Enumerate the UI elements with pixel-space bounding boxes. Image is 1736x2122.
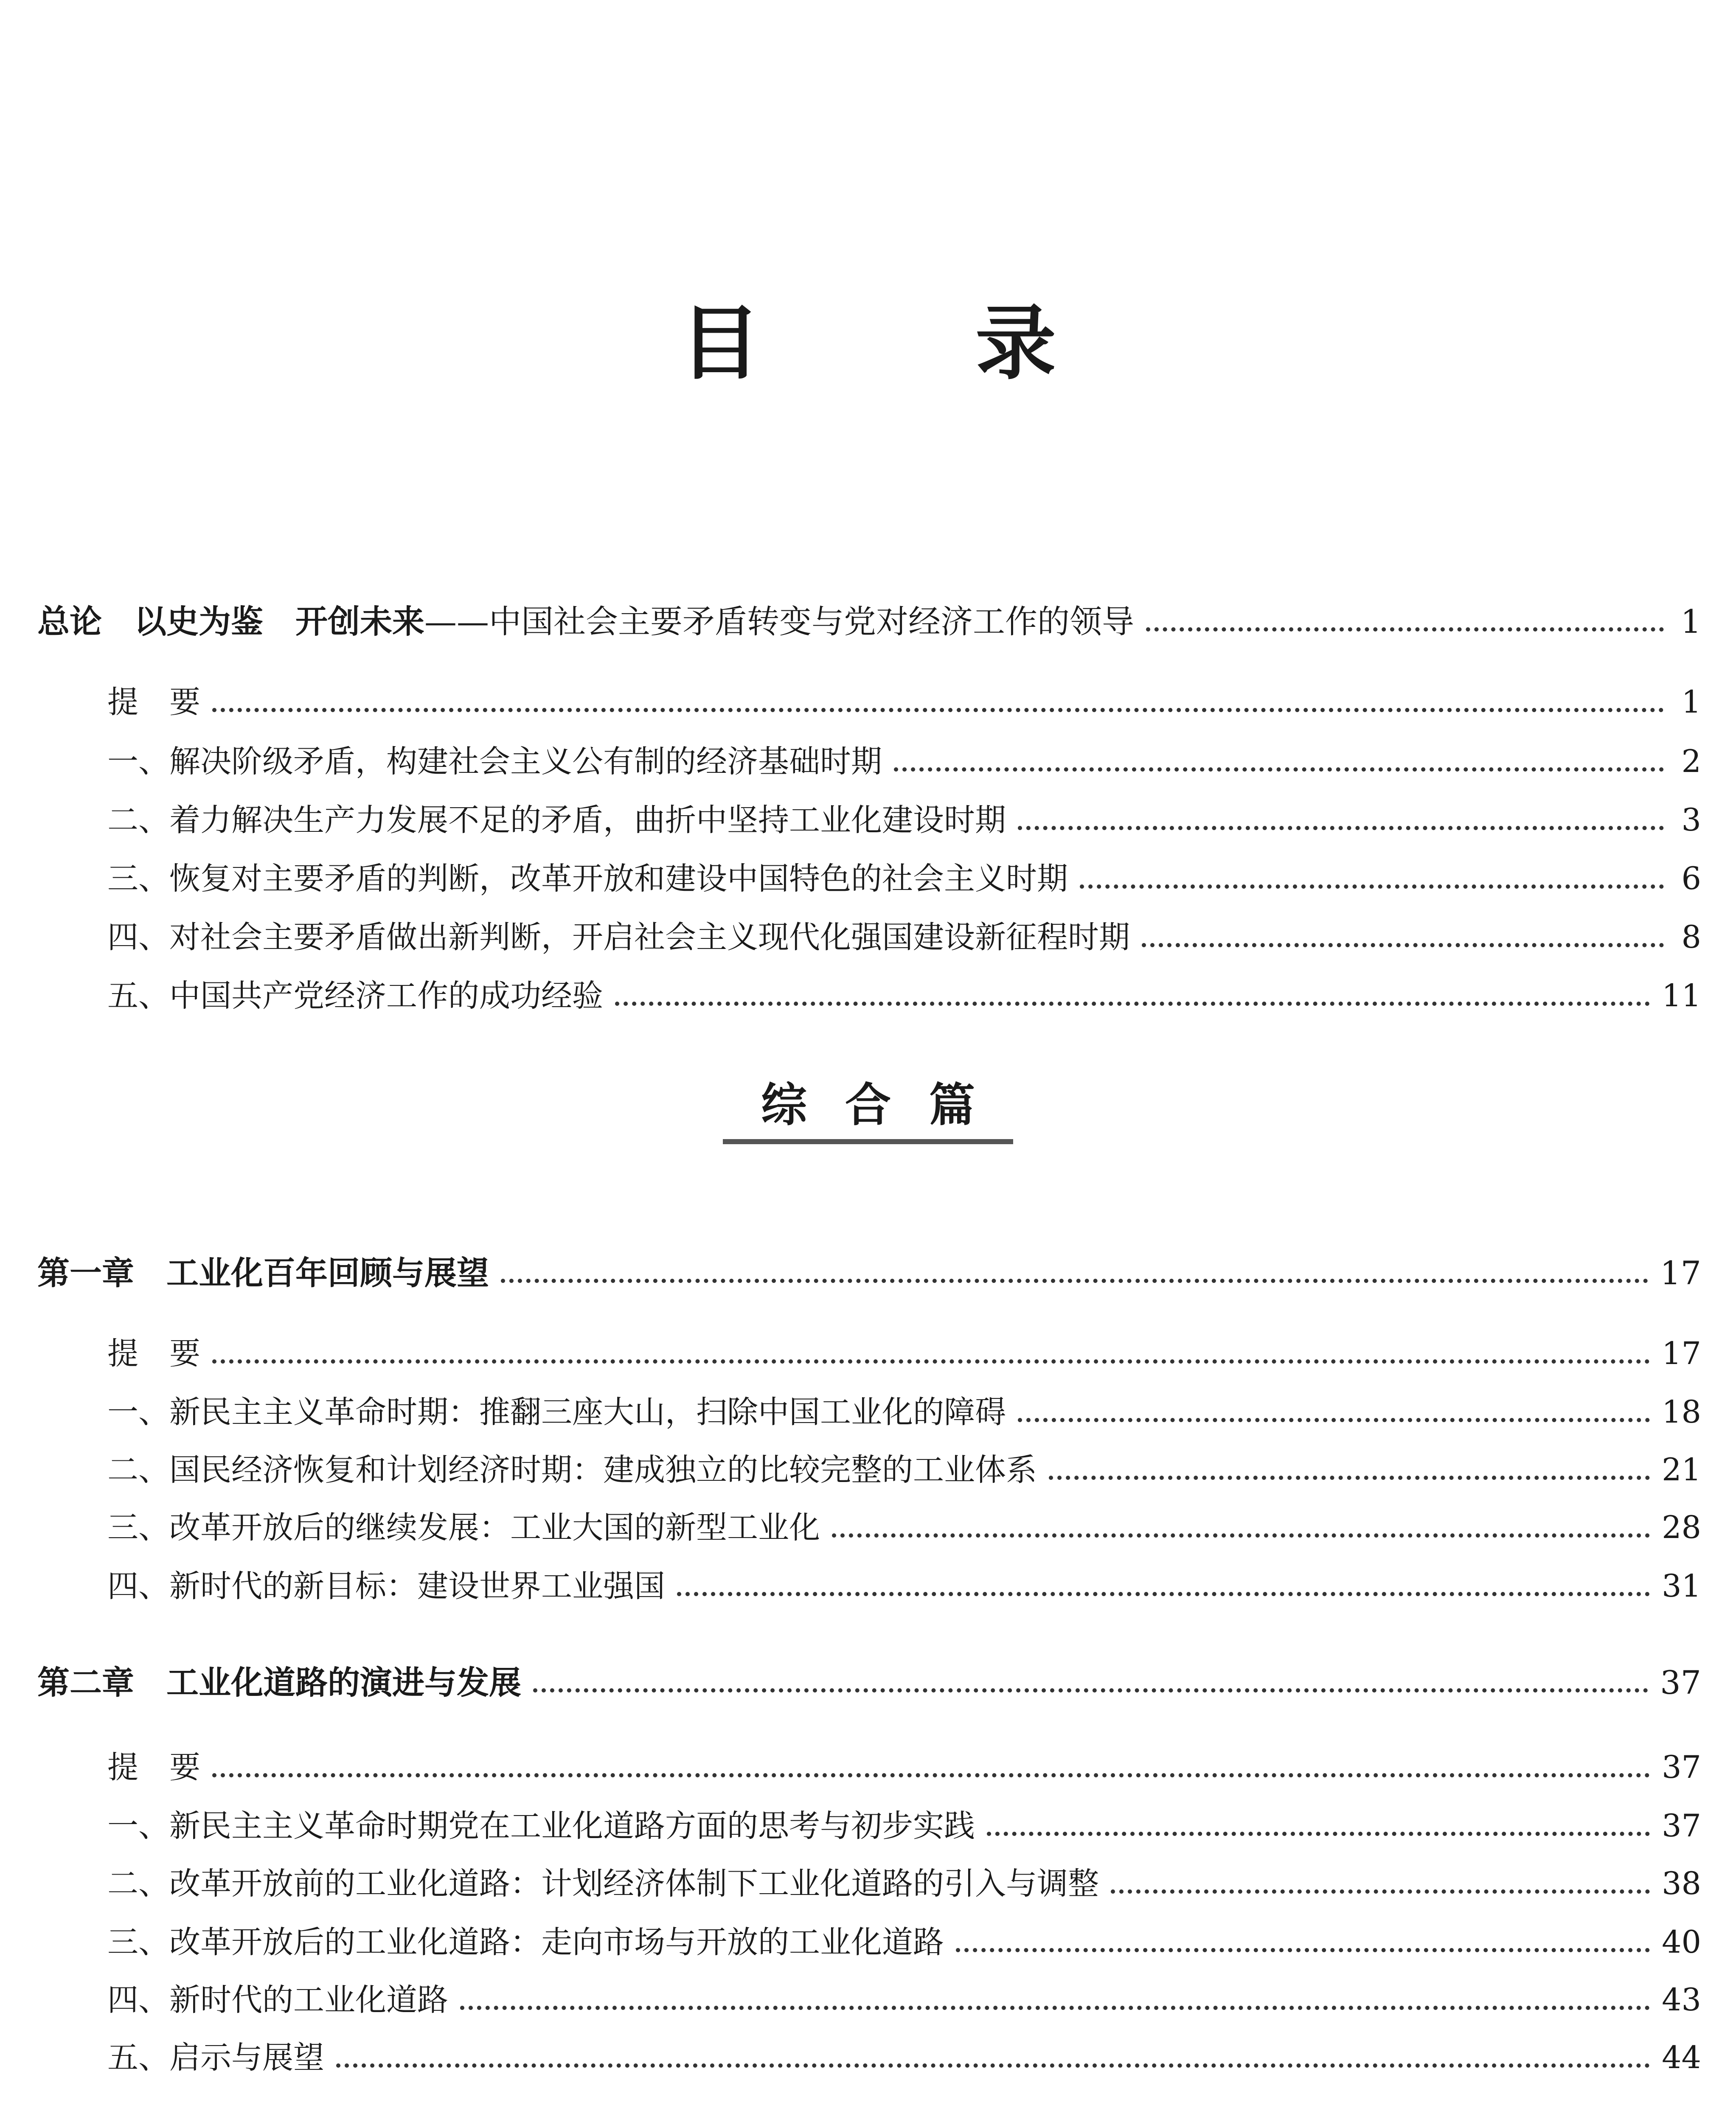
toc-entry[interactable] (37, 1443, 1701, 1489)
entry-label: 三、恢复对主要矛盾的判断，改革开放和建设中国特色的社会主义时期 (107, 861, 1068, 897)
entry-label: 二、改革开放前的工业化道路：计划经济体制下工业化道路的引入与调整 (107, 1866, 1099, 1902)
dot-leader (1018, 1418, 1650, 1422)
toc-entry[interactable] (37, 851, 1701, 898)
toc-entry[interactable] (37, 910, 1701, 957)
dot-leader (336, 2063, 1650, 2068)
entry-label: 一、新民主主义革命时期：推翻三座大山，扫除中国工业化的障碍 (107, 1394, 1006, 1430)
page-number: 21 (1662, 1452, 1701, 1488)
chapter-title: 第一章 工业化百年回顾与展望 (37, 1254, 489, 1292)
page-number: 31 (1662, 1568, 1701, 1604)
page-number: 2 (1681, 744, 1701, 780)
entry-label: 五、启示与展望 (107, 2040, 324, 2076)
entry-label: 四、新时代的工业化道路 (107, 1982, 448, 2018)
page-number: 37 (1662, 1808, 1701, 1844)
toc-entry[interactable] (37, 1559, 1701, 1606)
page-number: 17 (1660, 1254, 1701, 1292)
page-number: 40 (1662, 1924, 1701, 1960)
entry-label: 提 要 (107, 1749, 200, 1785)
dot-leader (1018, 826, 1664, 830)
page-number: 37 (1662, 1749, 1701, 1785)
toc-entry[interactable] (37, 2030, 1701, 2077)
dot-leader (956, 1948, 1650, 1952)
toc-entry[interactable] (37, 1856, 1701, 1903)
dot-leader (460, 2006, 1650, 2010)
toc-entry[interactable] (37, 1500, 1701, 1547)
entry-label: 提 要 (107, 1336, 200, 1372)
dot-leader (212, 1359, 1650, 1364)
dot-leader (212, 708, 1664, 712)
page-number: 3 (1681, 802, 1701, 838)
toc-entry[interactable] (37, 1799, 1701, 1845)
section-title (0, 1078, 1736, 1144)
page-number: 8 (1681, 919, 1701, 955)
toc-entry[interactable] (37, 1973, 1701, 2019)
dot-leader (1111, 1889, 1650, 1894)
page-title: 目 录 (680, 297, 1150, 390)
dot-leader (1049, 1476, 1650, 1480)
page-number: 17 (1662, 1336, 1701, 1372)
page-number: 28 (1662, 1510, 1701, 1546)
dot-leader (533, 1688, 1648, 1693)
dot-leader (501, 1279, 1648, 1283)
toc-entry[interactable] (37, 793, 1701, 839)
toc-entry[interactable] (37, 734, 1701, 781)
entry-label: 四、新时代的新目标：建设世界工业强国 (107, 1568, 665, 1604)
page-number: 38 (1662, 1866, 1701, 1902)
toc-entry[interactable] (37, 968, 1701, 1015)
dot-leader (615, 1002, 1650, 1006)
page-number: 11 (1662, 978, 1701, 1014)
entry-label: 五、中国共产党经济工作的成功经验 (107, 978, 603, 1014)
dot-leader (212, 1773, 1650, 1777)
toc-entry[interactable] (37, 1385, 1701, 1432)
page-number: 44 (1662, 2040, 1701, 2076)
dot-leader (1080, 884, 1664, 889)
page-number: 37 (1660, 1664, 1701, 1701)
dot-leader (1142, 943, 1664, 947)
entry-label: 提 要 (107, 684, 200, 720)
toc-intro-heading[interactable] (37, 594, 1701, 641)
page-number: 6 (1681, 861, 1701, 897)
dot-leader (1146, 627, 1664, 632)
chapter-heading[interactable] (37, 1655, 1701, 1702)
page-number: 43 (1662, 1982, 1701, 2018)
entry-label: 四、对社会主要矛盾做出新判断，开启社会主义现代化强国建设新征程时期 (107, 919, 1130, 955)
entry-label: 一、新民主主义革命时期党在工业化道路方面的思考与初步实践 (107, 1808, 975, 1844)
chapter-heading[interactable] (37, 1246, 1701, 1292)
toc-entry[interactable] (37, 1915, 1701, 1962)
page-number: 1 (1681, 684, 1701, 720)
toc-entry[interactable] (37, 1326, 1701, 1373)
toc-entry[interactable] (37, 675, 1701, 721)
entry-label: 三、改革开放后的继续发展：工业大国的新型工业化 (107, 1510, 820, 1546)
dot-leader (894, 767, 1664, 772)
intro-lead: 总论 以史为鉴 开创未来 (37, 603, 424, 640)
dot-leader (832, 1533, 1650, 1538)
page-number: 1 (1680, 603, 1701, 640)
dot-leader (677, 1592, 1650, 1596)
section-title-text: 综合篇 (723, 1078, 1013, 1144)
entry-label: 三、改革开放后的工业化道路：走向市场与开放的工业化道路 (107, 1924, 944, 1960)
entry-label: 二、着力解决生产力发展不足的矛盾，曲折中坚持工业化建设时期 (107, 802, 1006, 838)
intro-subtitle: ——中国社会主要矛盾转变与党对经济工作的领导 (424, 603, 1134, 640)
page-number: 18 (1662, 1394, 1701, 1430)
toc-entry[interactable] (37, 1740, 1701, 1787)
dot-leader (987, 1832, 1650, 1836)
entry-label: 一、解决阶级矛盾，构建社会主义公有制的经济基础时期 (107, 744, 882, 780)
entry-label: 二、国民经济恢复和计划经济时期：建成独立的比较完整的工业体系 (107, 1452, 1037, 1488)
chapter-title: 第二章 工业化道路的演进与发展 (37, 1664, 521, 1701)
